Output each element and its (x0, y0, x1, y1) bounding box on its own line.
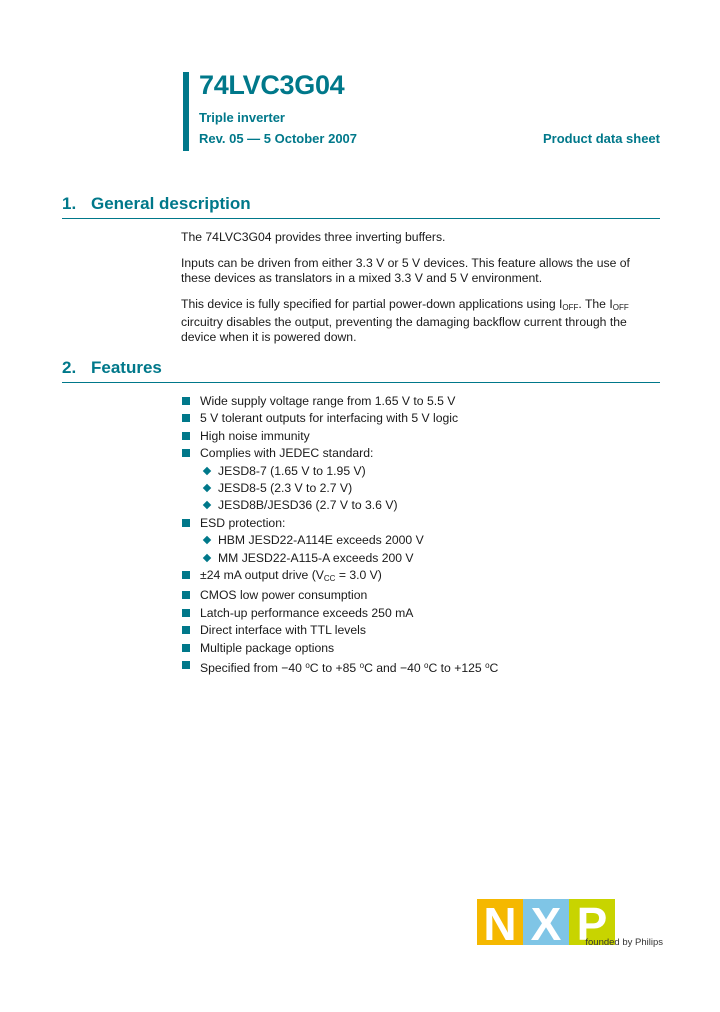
document-subtitle: Triple inverter (199, 110, 285, 125)
list-item: Multiple package options (181, 640, 661, 657)
square-bullet-icon (182, 626, 190, 634)
description-paragraph-1: The 74LVC3G04 provides three inverting buffers. (181, 230, 446, 244)
list-item: High noise immunity (181, 428, 661, 445)
diamond-bullet-icon (203, 536, 211, 544)
diamond-bullet-icon (203, 501, 211, 509)
list-item: Complies with JEDEC standard: (181, 445, 661, 462)
list-item: Specified from −40 $^o$C to +85 $^o$C and −40 $^o$C to +125 $^o$C (181, 657, 661, 677)
section-title: Features (91, 358, 162, 377)
description-paragraph-2: Inputs can be driven from either 3.3 V or 5 V devices. This feature allows the use of these devices as translators in a mixed 3.3 V and 5 V environment. (181, 256, 630, 285)
document-type: Product data sheet (542, 131, 660, 146)
logo-letter-n: N (483, 898, 517, 950)
section-number: 1. (62, 194, 77, 213)
square-bullet-icon (182, 432, 190, 440)
square-bullet-icon (182, 519, 190, 527)
section-title: General description (91, 194, 251, 213)
sub-list-item: HBM JESD22-A114E exceeds 2000 V (181, 532, 661, 549)
square-bullet-icon (182, 397, 190, 405)
logo-letter-p: P (576, 898, 608, 950)
square-bullet-icon (182, 414, 190, 422)
sub-list-item: MM JESD22-A115-A exceeds 200 V (181, 550, 661, 567)
list-item: ESD protection: (181, 515, 661, 532)
square-bullet-icon (182, 661, 190, 669)
logo-letter-x: X (530, 898, 562, 950)
square-bullet-icon (182, 449, 190, 457)
square-bullet-icon (182, 571, 190, 579)
diamond-bullet-icon (203, 553, 211, 561)
section-heading-general-description (62, 194, 660, 219)
list-item: Latch-up performance exceeds 250 mA (181, 605, 661, 622)
square-bullet-icon (182, 609, 190, 617)
list-item: ±24 mA output drive ($V_{CC} = 3.0$ V) (181, 567, 661, 587)
sub-list-item: JESD8-7 (1.65 V to 1.95 V) (181, 463, 661, 480)
description-paragraph-3: This device is fully specified for partial power-down applications using $I_{OFF}$. The $I_{OFF}$ circuitry disables the output, preventing the damaging backflow current through the device when it is powered down. (181, 297, 629, 344)
square-bullet-icon (182, 644, 190, 652)
revision-info: Rev. 05 — 5 October 2007 (199, 131, 358, 146)
list-item: Direct interface with TTL levels (181, 622, 661, 639)
list-item: Wide supply voltage range from 1.65 V to 5.5 V (181, 393, 661, 410)
logo-tagline: founded by Philips (585, 937, 663, 948)
sub-list-item: JESD8-5 (2.3 V to 2.7 V) (181, 480, 661, 497)
section-number: 2. (62, 358, 77, 377)
list-item: 5 V tolerant outputs for interfacing with 5 V logic (181, 410, 661, 427)
list-item: CMOS low power consumption (181, 587, 661, 604)
sub-list-item: JESD8B/JESD36 (2.7 V to 3.6 V) (181, 497, 661, 514)
square-bullet-icon (182, 591, 190, 599)
header-accent-bar (183, 72, 189, 151)
diamond-bullet-icon (203, 484, 211, 492)
section-heading-features (62, 358, 660, 383)
diamond-bullet-icon (203, 466, 211, 474)
document-title: 74LVC3G04 (199, 70, 345, 100)
nxp-logo-icon (477, 897, 667, 957)
features-list (181, 393, 661, 678)
